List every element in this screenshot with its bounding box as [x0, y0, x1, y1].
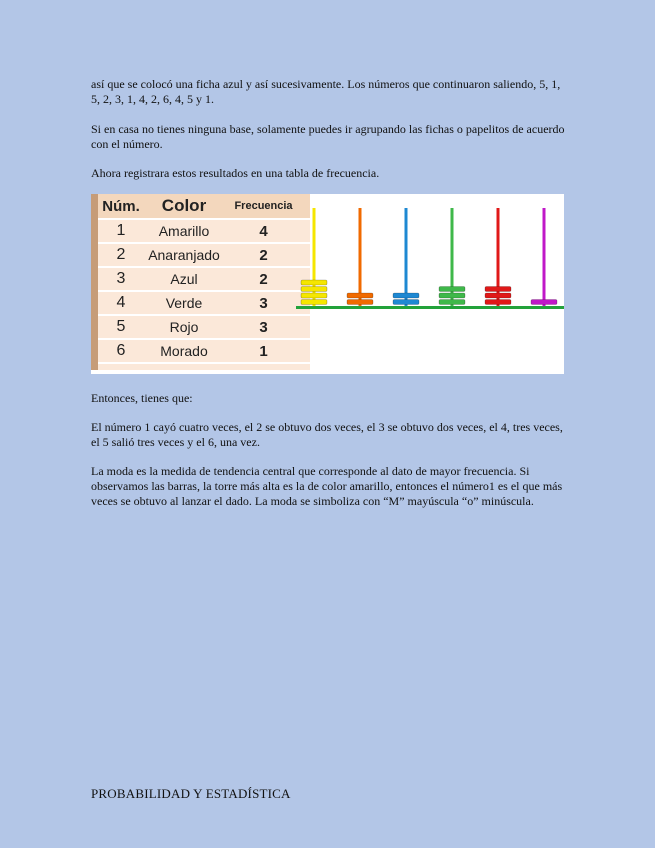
abacus-chip	[439, 300, 465, 305]
abacus-chip	[393, 300, 419, 305]
abacus-chip	[439, 287, 465, 292]
frequency-figure	[91, 194, 564, 374]
cell-num: 6	[116, 342, 126, 359]
table-row	[98, 292, 310, 316]
table-row	[98, 268, 310, 292]
abacus-chip	[485, 300, 511, 305]
abacus-rod	[543, 208, 546, 306]
abacus-chip	[301, 280, 327, 285]
header-num: Núm.	[102, 197, 140, 215]
abacus-chip	[485, 293, 511, 298]
abacus-base	[296, 306, 564, 309]
cell-color: Morado	[160, 343, 208, 359]
cell-num: 1	[116, 222, 126, 239]
abacus-chip	[301, 293, 327, 298]
cell-color: Anaranjado	[148, 247, 220, 263]
paragraph-table-intro: Ahora registrara estos resultados en una tabla de frecuencia.	[91, 166, 380, 180]
abacus-chip	[485, 287, 511, 292]
abacus-rod	[405, 208, 408, 306]
table-row	[98, 316, 310, 340]
abacus-chip	[301, 287, 327, 292]
cell-frequency: 2	[259, 246, 268, 264]
cell-num: 5	[116, 318, 126, 335]
cell-frequency: 3	[259, 318, 268, 336]
paragraph-mode: La moda es la medida de tendencia central que corresponde al dato de mayor frecuencia. Si observamos las barras, la torre más alta es la de color amarillo, entonces el número1 es el que más veces se obtuvo al lanzar el dado. La moda se simboliza con “M” mayúscula “o” minúscula.	[91, 464, 563, 508]
abacus-chip	[439, 293, 465, 298]
cell-num: 4	[116, 294, 126, 311]
frequency-table	[91, 194, 310, 370]
header-color: Color	[161, 196, 207, 215]
abacus-chip	[393, 293, 419, 298]
cell-num: 2	[116, 246, 126, 263]
abacus-chip	[347, 293, 373, 298]
cell-frequency: 4	[259, 222, 268, 240]
abacus-rod	[359, 208, 362, 306]
table-row	[98, 340, 310, 364]
table-row	[98, 244, 310, 268]
paragraph-no-base: Si en casa no tienes ninguna base, solamente puedes ir agrupando las fichas o papelitos de acuerdo con el número.	[91, 122, 565, 151]
cell-frequency: 1	[259, 342, 268, 360]
header-frequency: Frecuencia	[234, 200, 293, 212]
abacus-chip	[347, 300, 373, 305]
table-row	[98, 220, 310, 244]
cell-color: Rojo	[169, 319, 199, 335]
cell-color: Azul	[170, 271, 198, 287]
table-header-row	[98, 194, 310, 220]
cell-color: Verde	[165, 295, 203, 311]
cell-num: 3	[116, 270, 126, 287]
abacus-chip	[301, 300, 327, 305]
page-footer: PROBABILIDAD Y ESTADÍSTICA	[91, 786, 291, 801]
paragraph-results: El número 1 cayó cuatro veces, el 2 se obtuvo dos veces, el 3 se obtuvo dos veces, el 4, tres veces, el 5 salió tres veces y el 6, una vez.	[91, 420, 563, 449]
cell-frequency: 2	[259, 270, 268, 288]
paragraph-entonces: Entonces, tienes que:	[91, 391, 193, 405]
abacus-chip	[531, 300, 557, 305]
paragraph-sequence: así que se colocó una ficha azul y así sucesivamente. Los números que continuaron saliendo, 5, 1, 5, 2, 3, 1, 4, 2, 6, 4, 5 y 1.	[91, 77, 561, 106]
cell-frequency: 3	[259, 294, 268, 312]
cell-color: Amarillo	[158, 223, 210, 239]
abacus-illustration	[296, 194, 564, 374]
